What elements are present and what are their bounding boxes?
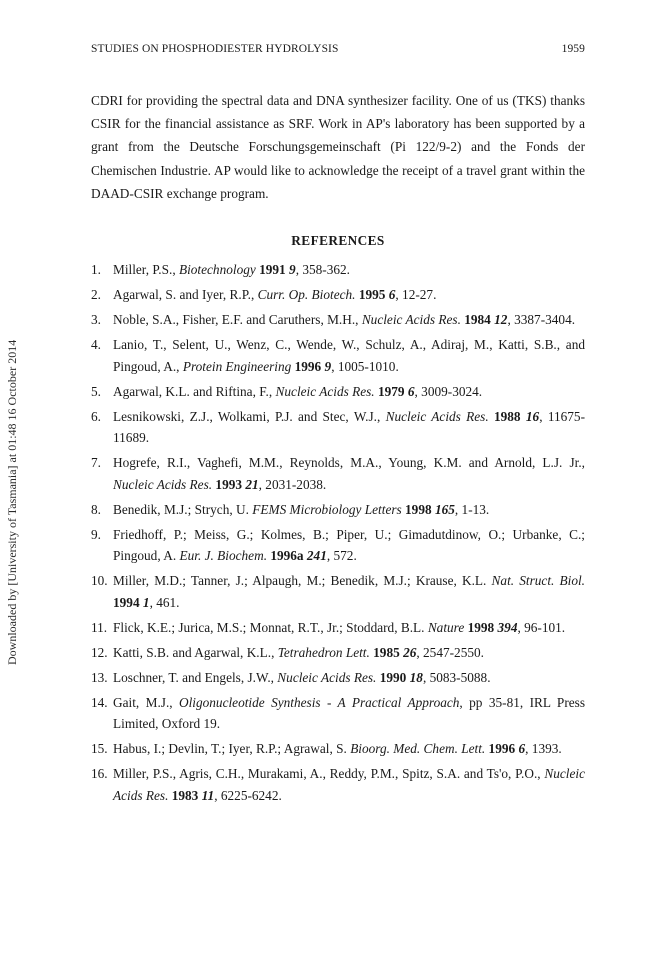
reference-journal: Nucleic Acids Res. (361, 311, 461, 327)
page-number: 1959 (561, 43, 585, 55)
reference-year: 1979 (374, 383, 408, 399)
reference-authors: Benedik, M.J.; Strych, U. (113, 501, 253, 517)
reference-year: 1995 (355, 286, 389, 302)
reference-journal: Nucleic Acids Res. (275, 383, 375, 399)
reference-text (113, 645, 484, 660)
reference-volume: 11 (201, 787, 215, 803)
reference-text (113, 670, 491, 685)
reference-journal: Nucleic Acids Res. (113, 766, 585, 803)
reference-text (113, 695, 585, 732)
reference-authors: Flick, K.E.; Jurica, M.S.; Monnat, R.T., Jr.; Stoddard, B.L. (113, 619, 428, 635)
reference-year: 1983 (168, 787, 202, 803)
reference-pages: , 5083-5088. (422, 669, 491, 685)
reference-item (91, 309, 585, 331)
reference-journal: Biotechnology (178, 262, 256, 277)
reference-text (113, 287, 436, 302)
reference-authors: Miller, P.S., Agris, C.H., Murakami, A., Reddy, P.M., Spitz, S.A. and Ts'o, P.O., (113, 766, 545, 782)
reference-pages: , 2547-2550. (416, 644, 484, 660)
reference-pages: , 6225-6242. (214, 787, 282, 803)
reference-year: 1985 (369, 644, 404, 660)
reference-pages: , 572. (326, 548, 357, 564)
reference-authors: Agarwal, K.L. and Riftina, F., (113, 383, 276, 399)
reference-volume: 6 (388, 286, 396, 302)
reference-number: 12. (91, 644, 108, 660)
reference-authors: Noble, S.A., Fisher, E.F. and Caruthers, M.H., (113, 311, 362, 327)
reference-text (113, 455, 585, 492)
reference-number: 5. (91, 383, 101, 399)
reference-text (113, 741, 562, 756)
reference-number: 11. (91, 619, 108, 635)
acknowledgement-paragraph: CDRI for providing the spectral data and DNA synthesizer facility. One of us (TKS) thanks CSIR for the financial assistance as SRF. Work in AP's laboratory has been supported by a grant from the Deutsche Forschungsgemeinschaft (Pi 122/9-2) and the Fonds der Chemischen Industrie. AP would like to acknowledge the receipt of a travel grant within the DAAD-CSIR exchange program. (91, 93, 585, 201)
reference-item (91, 667, 585, 689)
reference-number: 2. (91, 286, 101, 302)
reference-journal: Curr. Op. Biotech. (257, 286, 356, 302)
reference-authors: Loschner, T. and Engels, J.W., (113, 669, 278, 685)
reference-volume: 394 (497, 619, 518, 635)
reference-authors: Hogrefe, R.I., Vaghefi, M.M., Reynolds, M.A., Young, K.M. and Arnold, L.J. Jr., (113, 455, 585, 471)
reference-volume: 6 (518, 741, 526, 757)
reference-pages: , 96-101. (517, 619, 566, 635)
reference-year: 1993 (212, 476, 246, 492)
reference-authors: Lesnikowski, Z.J., Wolkami, P.J. and Stec, W.J., (113, 408, 386, 424)
reference-volume: 9 (289, 262, 296, 277)
reference-year: 1996 (291, 358, 325, 374)
reference-text (113, 502, 489, 517)
reference-text (113, 573, 585, 610)
reference-volume: 241 (306, 548, 327, 564)
reference-year: 1984 (460, 311, 495, 327)
reference-text (113, 337, 585, 374)
reference-volume: 1 (142, 594, 150, 610)
reference-item (91, 642, 585, 664)
reference-text (113, 766, 585, 803)
reference-year: 1994 (113, 594, 143, 610)
reference-text (113, 527, 585, 564)
reference-volume: 12 (494, 311, 508, 327)
reference-number: 13. (91, 669, 108, 685)
reference-volume: 18 (409, 669, 423, 685)
reference-text (113, 409, 585, 446)
reference-year: 1996a (267, 548, 307, 564)
reference-item (91, 499, 585, 521)
references-heading: REFERENCES (291, 233, 385, 248)
running-head-title: STUDIES ON PHOSPHODIESTER HYDROLYSIS (91, 43, 339, 55)
reference-volume: 165 (434, 501, 455, 517)
reference-journal: FEMS Microbiology Letters (252, 501, 402, 517)
reference-year: 1998 (464, 619, 498, 635)
reference-journal: Tetrahedron Lett. (277, 644, 370, 660)
reference-journal: Nature (427, 619, 465, 635)
reference-number: 4. (91, 336, 101, 352)
reference-authors: Habus, I.; Devlin, T.; Iyer, R.P.; Agrawal, S. (113, 741, 351, 757)
reference-volume: 21 (245, 476, 259, 492)
reference-item (91, 524, 585, 567)
reference-year: 1998 (401, 501, 435, 517)
reference-authors: Miller, M.D.; Tanner, J.; Alpaugh, M.; Benedik, M.J.; Krause, K.L. (113, 573, 492, 589)
reference-pages: , 11675-11689. (113, 408, 585, 446)
reference-item (91, 763, 585, 806)
reference-journal: Eur. J. Biochem. (179, 548, 268, 564)
reference-item (91, 692, 585, 735)
reference-volume: 26 (403, 644, 417, 660)
reference-number: 8. (91, 501, 101, 517)
reference-pages: , 1-13. (454, 501, 490, 517)
reference-item (91, 334, 585, 377)
reference-number: 1. (91, 262, 101, 277)
reference-list (91, 259, 585, 810)
reference-year: 1996 (485, 741, 519, 757)
reference-number: 6. (91, 408, 101, 424)
reference-item (91, 738, 585, 760)
reference-journal: Nat. Struct. Biol. (491, 573, 585, 589)
reference-authors: Lanio, T., Selent, U., Wenz, C., Wende, W., Schulz, A., Adiraj, M., Katti, S.B., and Pingoud, A., (113, 336, 585, 374)
reference-year: 1988 (488, 408, 526, 424)
reference-pages: , 3387-3404. (507, 311, 576, 327)
reference-number: 7. (91, 455, 101, 471)
reference-journal: Nucleic Acids Res. (277, 669, 377, 685)
reference-authors: Friedhoff, P.; Meiss, G.; Kolmes, B.; Piper, U.; Gimadutdinow, O.; Urbanke, C.; Pingoud, A. (113, 526, 585, 564)
reference-pages: , 1393. (525, 741, 562, 757)
reference-pages: , 461. (149, 594, 180, 610)
reference-journal: Bioorg. Med. Chem. Lett. (350, 741, 486, 757)
reference-item (91, 406, 585, 449)
reference-number: 14. (91, 694, 108, 710)
reference-item (91, 617, 585, 639)
reference-journal: Protein Engineering (182, 358, 292, 374)
reference-item (91, 381, 585, 403)
reference-authors: Katti, S.B. and Agarwal, K.L., (113, 644, 278, 660)
reference-number: 3. (91, 311, 101, 327)
reference-text (113, 262, 350, 277)
reference-text (113, 312, 575, 327)
reference-pages: , 3009-3024. (414, 383, 483, 399)
reference-authors: Gait, M.J., (113, 694, 179, 710)
reference-pages: , 1005-1010. (331, 358, 399, 374)
reference-journal: Nucleic Acids Res. (113, 476, 213, 492)
reference-year: 1990 (376, 669, 410, 685)
reference-text (113, 384, 482, 399)
reference-year: 1991 (255, 262, 290, 277)
reference-authors: Miller, P.S., (113, 262, 179, 277)
reference-number: 9. (91, 526, 101, 542)
reference-volume: 9 (324, 358, 332, 374)
reference-text (113, 620, 565, 635)
reference-pages: , pp 35-81, IRL Press Limited, Oxford 19. (113, 694, 585, 732)
reference-pages: , 12-27. (395, 286, 437, 302)
reference-pages: , 358-362. (295, 262, 350, 277)
reference-number: 15. (91, 741, 108, 757)
download-watermark: Downloaded by [University of Tasmania] at 01:48 16 October 2014 (5, 339, 19, 665)
reference-item (91, 284, 585, 306)
reference-journal: Oligonucleotide Synthesis - A Practical Approach (179, 694, 460, 710)
reference-volume: 16 (525, 408, 540, 424)
reference-journal: Nucleic Acids Res. (385, 408, 489, 424)
reference-pages: , 2031-2038. (258, 476, 327, 492)
reference-number: 10. (91, 573, 108, 589)
reference-number: 16. (91, 766, 108, 782)
reference-item (91, 570, 585, 613)
reference-item (91, 452, 585, 495)
reference-item (91, 259, 585, 281)
reference-volume: 6 (407, 383, 415, 399)
reference-authors: Agarwal, S. and Iyer, R.P., (113, 286, 258, 302)
